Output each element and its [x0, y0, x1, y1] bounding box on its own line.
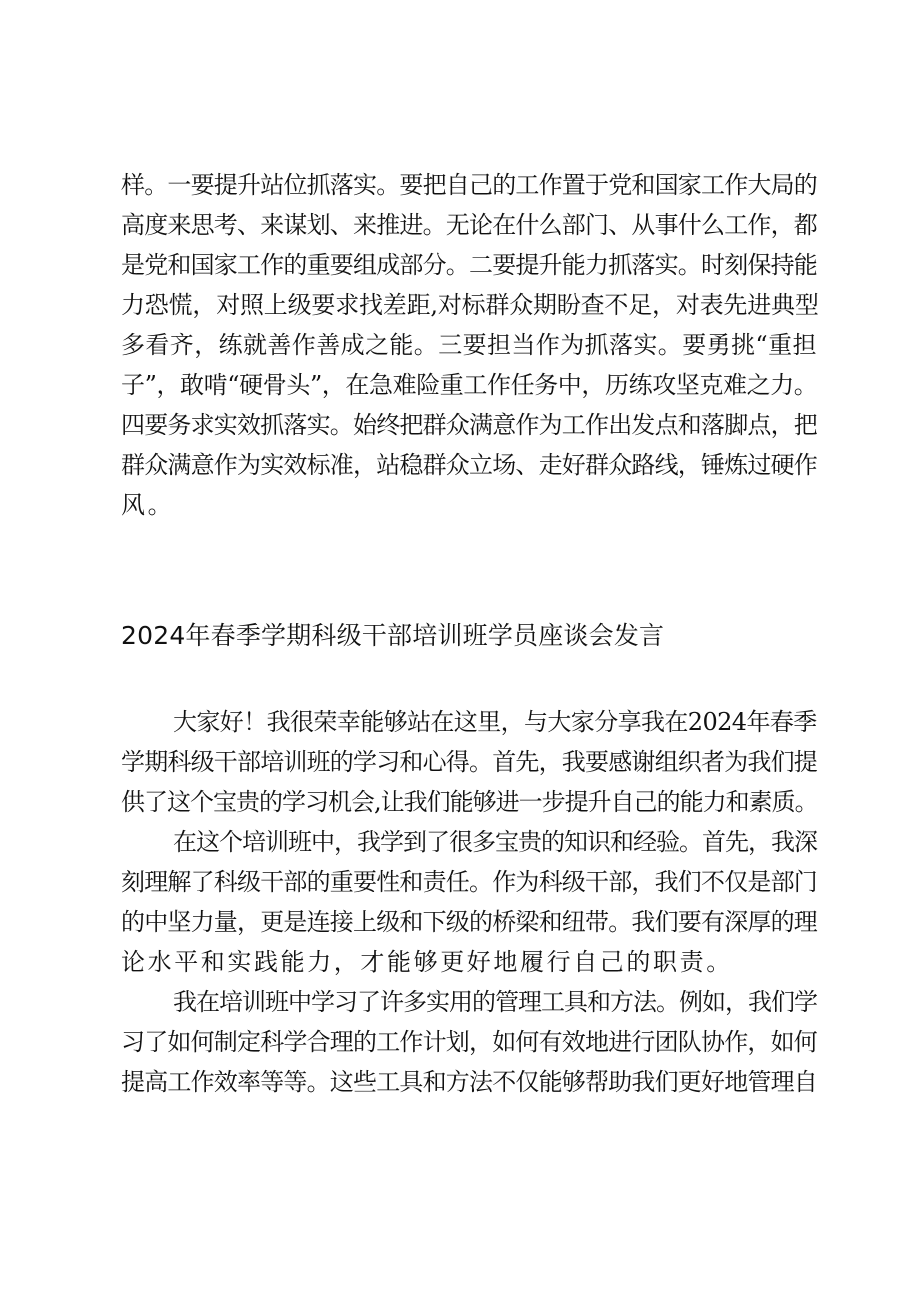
text-line: 四要务求实效抓落实。始终把群众满意作为工作出发点和落脚点，把	[121, 411, 817, 439]
paragraph	[121, 822, 817, 982]
text-line: 是党和国家工作的重要组成部分。二要提升能力抓落实。时刻保持能	[121, 251, 817, 279]
text-line: 学期科级干部培训班的学习和心得。首先，我要感谢组织者为我们提	[121, 748, 817, 776]
text-line: 在这个培训班中，我学到了很多宝贵的知识和经验。首先，我深	[173, 828, 817, 856]
speech-body	[121, 702, 818, 1102]
document-title: 2024年春季学期科级干部培训班学员座谈会发言	[121, 621, 665, 650]
previous-paragraph	[121, 165, 819, 525]
text-line: 刻理解了科级干部的重要性和责任。作为科级干部，我们不仅是部门	[121, 868, 817, 896]
text-line: 力恐慌，对照上级要求找差距,对标群众期盼查不足，对表先进典型	[121, 291, 819, 319]
paragraph	[121, 702, 818, 822]
text-line: 样。一要提升站位抓落实。要把自己的工作置于党和国家工作大局的	[121, 171, 817, 199]
text-line: 高度来思考、来谋划、来推进。无论在什么部门、从事什么工作，都	[121, 211, 817, 239]
paragraph	[121, 982, 817, 1102]
text-line: 的中坚力量，更是连接上级和下级的桥梁和纽带。我们要有深厚的理	[121, 908, 817, 936]
text-line: 习了如何制定科学合理的工作计划，如何有效地进行团队协作，如何	[121, 1028, 817, 1056]
text-line: 风。	[121, 491, 175, 519]
text-line: 提高工作效率等等。这些工具和方法不仅能够帮助我们更好地管理自	[121, 1068, 817, 1096]
text-line: 我在培训班中学习了许多实用的管理工具和方法。例如，我们学	[173, 988, 817, 1016]
text-line: 供了这个宝贵的学习机会,让我们能够进一步提升自己的能力和素质。	[121, 788, 818, 816]
text-line: 子”，敢啃“硬骨头”，在急难险重工作任务中，历练攻坚克难之力。	[121, 371, 818, 399]
text-line: 多看齐，练就善作善成之能。三要担当作为抓落实。要勇挑“重担	[121, 331, 817, 359]
text-line: 群众满意作为实效标准，站稳群众立场、走好群众路线，锤炼过硬作	[121, 451, 817, 479]
text-line: 大家好！我很荣幸能够站在这里，与大家分享我在2024年春季	[173, 708, 817, 736]
text-line: 论水平和实践能力，才能够更好地履行自己的职责。	[121, 948, 733, 976]
